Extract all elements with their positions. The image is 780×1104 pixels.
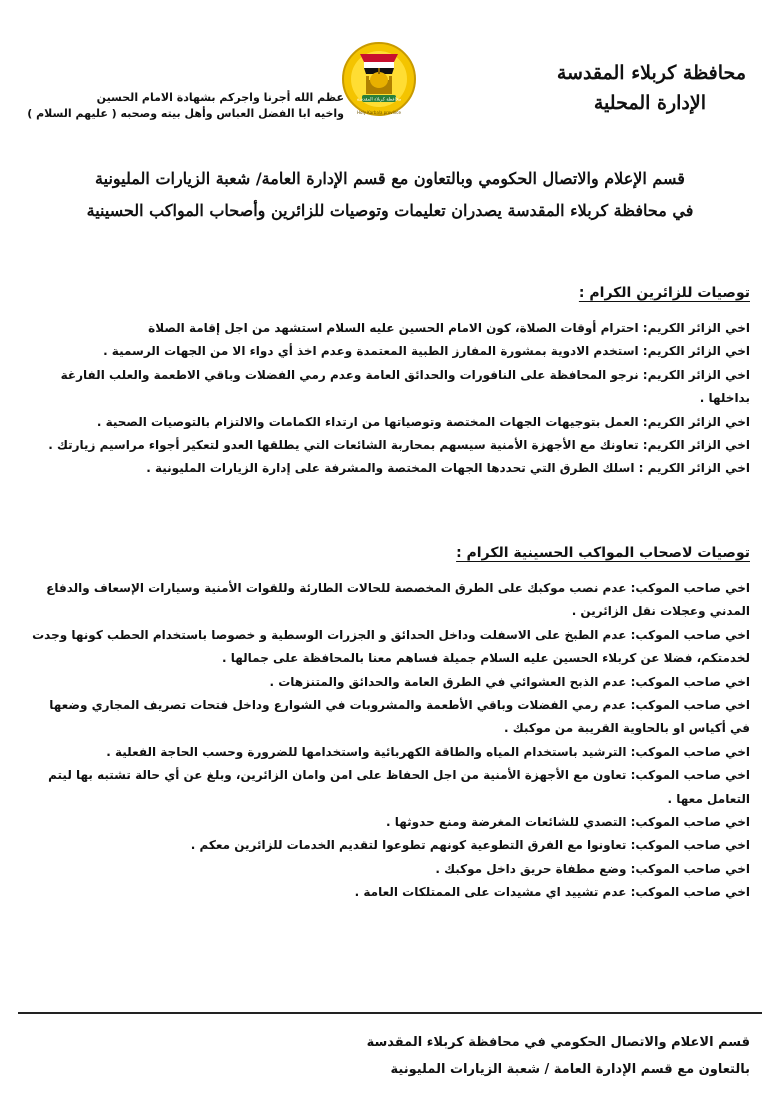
procession-item: اخي صاحب الموكب: التصدي للشائعات المغرضة ومنع حدوثها . (386, 815, 750, 830)
footer-divider (18, 1012, 762, 1014)
svg-text:محافظة كربلاء المقدسة: محافظة كربلاء المقدسة (356, 97, 402, 103)
governorate-name: محافظة كربلاء المقدسة (556, 62, 746, 84)
karbala-governorate-logo (340, 40, 418, 122)
visitor-item: اخي الزائر الكريم: العمل بتوجيهات الجهات المختصة وتوصياتها من ارتداء الكمامات والالتزام بالتوصيات الصحية . (96, 414, 750, 429)
title-line-2: في محافظة كربلاء المقدسة يصدران تعليمات وتوصيات للزائرين وأصحاب المواكب الحسينية (86, 201, 694, 220)
announcement-title (34, 163, 746, 227)
svg-text:Holy Karbala province: Holy Karbala province (357, 110, 401, 115)
procession-item: اخي صاحب الموكب: عدم الذبح العشوائي في الطرق العامة والحدائق والمتنزهات . (269, 674, 750, 689)
condolence-line-2: واخيه ابا الفضل العباس وأهل بيته وصحبه ( عليهم السلام ) (27, 107, 344, 120)
title-line-1: قسم الإعلام والاتصال الحكومي وبالتعاون مع قسم الإدارة العامة/ شعبة الزيارات المليونية (95, 169, 685, 188)
procession-item: اخي صاحب الموكب: عدم تشييد اي مشيدات على الممتلكات العامة . (354, 885, 750, 900)
processions-heading: توصيات لاصحاب المواكب الحسينية الكرام : (456, 545, 750, 561)
footer-line-2: بالتعاون مع قسم الإدارة العامة / شعبة الزيارات المليونية (390, 1062, 750, 1077)
condolence-line-1: عظم الله أجرنا واجركم بشهادة الامام الحسين (96, 91, 344, 104)
procession-item: اخي صاحب الموكب: عدم رمي الفضلات وباقي الأطعمة والمشروبات في الشوارع وداخل فتحات تصريف المجاري وضعها في أكياس او بالحاوية القريبة من موكبك . (49, 698, 750, 736)
procession-item: اخي صاحب الموكب: تعاونوا مع الفرق التطوعية كونهم تطوعوا لتقديم الخدمات للزائرين معكم . (190, 838, 750, 853)
processions-section (32, 542, 750, 905)
visitors-section (32, 282, 750, 481)
procession-item: اخي صاحب الموكب: عدم نصب موكبك على الطرق المخصصة للحالات الطارئة وللقوات الأمنية وسيارات الإسعاف والدفاع المدني وعجلات نقل الزائرين . (46, 581, 750, 619)
visitor-item: اخي الزائر الكريم: تعاونك مع الأجهزة الأمنية سيسهم بمحاربة الشائعات التي يطلقها العدو لتعكير أجواء مراسيم زيارتك . (48, 438, 750, 453)
procession-item: اخي صاحب الموكب: عدم الطبخ على الاسفلت وداخل الحدائق و الجزرات الوسطية و خصوصا باستخدام الحطب كونها وجدت لخدمتكم، فضلا عن كربلاء الحسين عليه السلام جميلة فساهم معنا بالمحافظة على جمالها . (32, 627, 750, 666)
procession-item: اخي صاحب الموكب: وضع مطفاة حريق داخل موكبك . (435, 861, 750, 876)
organization-header (557, 58, 746, 118)
visitor-item: اخي الزائر الكريم : اسلك الطرق التي تحددها الجهات المختصة والمشرفة على إدارة الزيارات المليونية . (146, 461, 750, 476)
procession-item: اخي صاحب الموكب: تعاون مع الأجهزة الأمنية من اجل الحفاظ على امن وامان الزائرين، وبلغ عن أي حالة تشتبه بها ليتم التعامل معها . (48, 768, 750, 806)
local-administration: الإدارة المحلية (593, 92, 706, 114)
visitor-item: اخي الزائر الكريم: احترام أوقات الصلاة، كون الامام الحسين عليه السلام استشهد من اجل إقامة الصلاة (148, 321, 750, 335)
footer-line-1: قسم الاعلام والاتصال الحكومي في محافظة كربلاء المقدسة (366, 1035, 750, 1050)
visitor-item: اخي الزائر الكريم: استخدم الادوية بمشورة المفارز الطبية المعتمدة وعدم اخذ أي دواء الا من الجهات الرسمية . (103, 344, 750, 359)
visitor-item: اخي الزائر الكريم: نرجو المحافظة على النافورات والحدائق العامة وعدم رمي الفضلات وباقي الاطعمة والعلب الفارغة بداخلها . (60, 367, 750, 406)
visitors-heading: توصيات للزائرين الكرام : (578, 285, 750, 301)
procession-item: اخي صاحب الموكب: الترشيد باستخدام المياه والطاقة الكهربائية واستخدامها للضرورة وحسب الحاجة الفعلية . (106, 744, 750, 759)
footer-signature (367, 1029, 750, 1083)
condolence-note (27, 90, 344, 122)
